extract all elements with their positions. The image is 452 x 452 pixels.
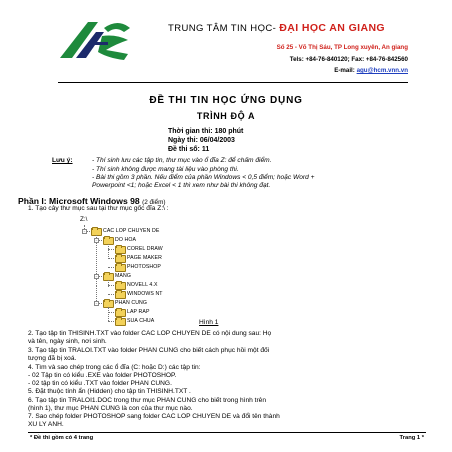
tree-item-phan-cung[interactable]: PHAN CUNG <box>115 300 148 306</box>
collapse-toggle[interactable]: − <box>95 238 98 242</box>
tree-connector <box>108 312 114 313</box>
tree-item-do-hoa[interactable]: DO HOA <box>115 237 137 243</box>
question-line: - 02 Tập tin có kiểu .EXE vào folder PHOTOSHOP. <box>28 372 177 379</box>
tree-connector <box>108 249 114 250</box>
university-logo <box>58 14 132 64</box>
tree-connector <box>108 267 114 268</box>
folder-icon <box>115 291 126 299</box>
tree-item-windows-nt[interactable]: WINDOWS NT <box>127 291 163 297</box>
question-line: (hình 1), thư mục PHAN CUNG là con của thư mục nào. <box>28 405 193 412</box>
note-line: - Thí sinh không được mang tài liệu vào phòng thi. <box>92 166 239 173</box>
question-line: 6. Tạo tập tin TRALOI1.DOC trong thư mục PHAN CUNG cho biết trong hình trên <box>28 397 266 404</box>
question-line: 2. Tạo tập tin THISINH.TXT vào folder CAC LOP CHUYEN DE có nội dung sau: Họ <box>28 330 272 337</box>
header-divider <box>58 82 408 83</box>
folder-icon <box>115 282 126 290</box>
note-line: - Bài thi gồm 3 phần. Nếu điểm của phần Windows < 0,5 điểm; hoặc Word + <box>92 174 315 181</box>
question-line: 3. Tạo tập tin TRALOI.TXT vào folder PHAN CUNG cho biết cách phục hồi một đối <box>28 347 270 354</box>
header-phone: Tels: +84-76-840120; Fax: +84-76-842560 <box>289 56 408 63</box>
header-email <box>334 67 408 74</box>
email-label: E-mail: <box>334 67 355 74</box>
header-address: Số 25 - Võ Thị Sáu, TP Long xuyên, An giang <box>276 44 408 51</box>
tree-connector <box>108 285 114 286</box>
exam-duration: Thời gian thi: 180 phút <box>168 128 244 135</box>
question-line: 5. Đặt thuộc tính ẩn (Hidden) cho tập tin THISINH.TXT . <box>28 388 191 395</box>
tree-connector <box>108 244 109 259</box>
folder-icon <box>115 246 126 254</box>
tree-item-mang[interactable]: MANG <box>115 273 131 279</box>
exam-number: Đề thi số: 11 <box>168 146 210 153</box>
exam-level: TRÌNH ĐỘ A <box>196 111 256 121</box>
exam-title: ĐỀ THI TIN HỌC ỨNG DỤNG <box>149 95 303 106</box>
figure-caption: Hình 1 <box>199 319 219 326</box>
tree-connector <box>108 258 114 259</box>
notes-label: Lưu ý: <box>52 157 73 164</box>
footer-right: Trang 1 * <box>399 435 424 441</box>
center-name-text: TRUNG TÂM TIN HỌC- <box>168 23 277 34</box>
tree-item-corel-draw[interactable]: COREL DRAW <box>127 246 163 252</box>
tree-item-sua-chua[interactable]: SUA CHUA <box>127 318 155 324</box>
tree-item-page-maker[interactable]: PAGE MAKER <box>127 255 162 261</box>
question-line: - 02 tập tin có kiểu .TXT vào folder PHAN CUNG. <box>28 380 172 387</box>
tree-connector <box>108 321 114 322</box>
tree-item-cac-lop-chuyen-de[interactable]: CAC LOP CHUYEN DE <box>103 228 160 234</box>
part1-points: (2 điểm) <box>142 199 166 206</box>
folder-icon <box>115 255 126 263</box>
question-line: tượng đã bị xoá. <box>28 355 77 362</box>
note-line: - Thí sinh lưu các tập tin, thư mục vào ổ đĩa Z: để chấm điểm. <box>92 157 272 164</box>
part1-title-text: Phần I: Microsoft Windows 98 <box>18 196 140 206</box>
question-line: 7. Sao chép folder PHOTOSHOP sang folder CAC LOP CHUYEN DE và đổi tên thành <box>28 413 280 420</box>
folder-icon <box>115 309 126 317</box>
exam-date: Ngày thi: 06/04/2003 <box>168 137 235 144</box>
question-line: 4. Tìm và sao chép trong các ổ đĩa (C: hoặc D:) các tập tin: <box>28 364 201 371</box>
tree-connector <box>108 307 109 321</box>
note-line: Powerpoint <1; hoặc Excel < 1 thì xem như bài thi không đạt. <box>92 182 271 189</box>
university-name: ĐẠI HỌC AN GIANG <box>279 22 385 34</box>
folder-icon <box>115 264 126 272</box>
tree-connector <box>108 294 114 295</box>
email-link[interactable]: agu@hcm.vnn.vn <box>356 67 408 74</box>
question-1: 1. Tạo cây thư mục sau tại thư mục gốc đĩa Z:\ : <box>28 205 169 212</box>
collapse-toggle[interactable]: − <box>83 229 86 233</box>
question-line: XU LY ANH. <box>28 421 64 428</box>
collapse-toggle[interactable]: − <box>95 274 98 278</box>
folder-icon <box>115 318 126 326</box>
collapse-toggle[interactable]: − <box>95 301 98 305</box>
center-name <box>168 22 385 34</box>
tree-item-novell[interactable]: NOVELL 4.X <box>127 282 158 288</box>
footer-left: * Đề thi gồm có 4 trang <box>30 435 94 441</box>
tree-item-photoshop[interactable]: PHOTOSHOP <box>127 264 161 270</box>
tree-item-lap-rap[interactable]: LAP RAP <box>127 309 150 315</box>
tree-root: Z:\ <box>80 216 88 223</box>
question-line: và tên, ngày sinh, nơi sinh. <box>28 338 107 345</box>
footer-divider <box>28 432 426 433</box>
